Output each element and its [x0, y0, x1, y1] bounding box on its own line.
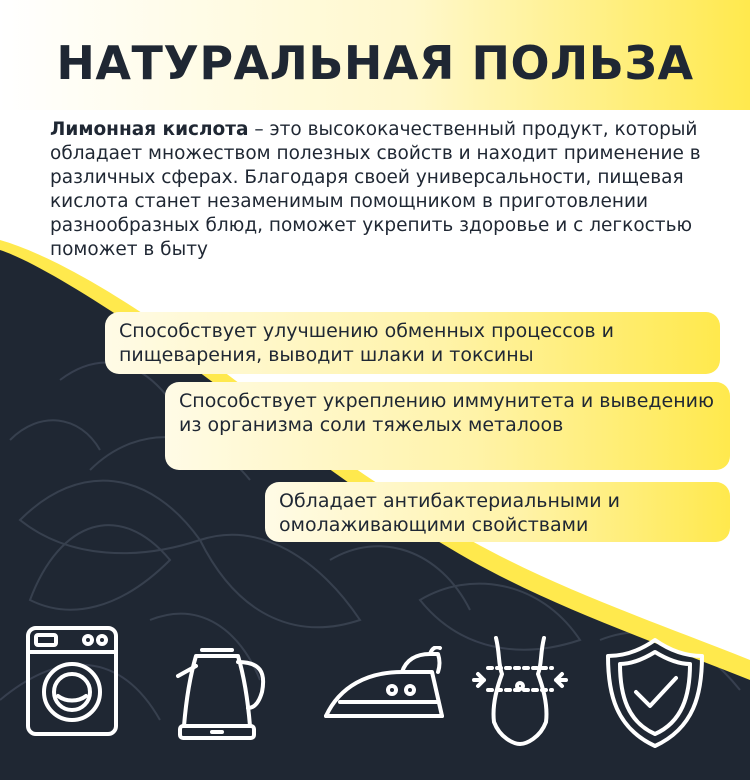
electric-kettle-icon	[172, 636, 272, 746]
benefit-item-3: Обладает антибактериальными и омолаживающими свойствами	[265, 482, 730, 542]
washing-machine-icon	[22, 622, 122, 742]
intro-lead: Лимонная кислота	[50, 119, 249, 140]
intro-text: – это высококачественный продукт, который обладает множеством полезных свойств и находит применение в различных сферах. Благодаря своей универсальности, пищевая кислота станет незаменимым помощником в приготовлении разнообразных блюд, поможет укрепить здоровье и с легкостью поможет в быту	[50, 119, 701, 260]
page-title: НАТУРАЛЬНАЯ ПОЛЬЗА	[56, 36, 694, 90]
benefit-item-2: Способствует укреплению иммунитета и выведению из организма соли тяжелых металоов	[165, 382, 730, 470]
shield-check-icon	[600, 634, 710, 750]
body-waist-icon	[470, 630, 570, 750]
icon-row	[0, 600, 750, 750]
intro-paragraph	[50, 118, 730, 262]
iron-icon	[320, 646, 450, 736]
benefit-item-1: Способствует улучшению обменных процессов и пищеварения, выводит шлаки и токсины	[105, 312, 720, 374]
